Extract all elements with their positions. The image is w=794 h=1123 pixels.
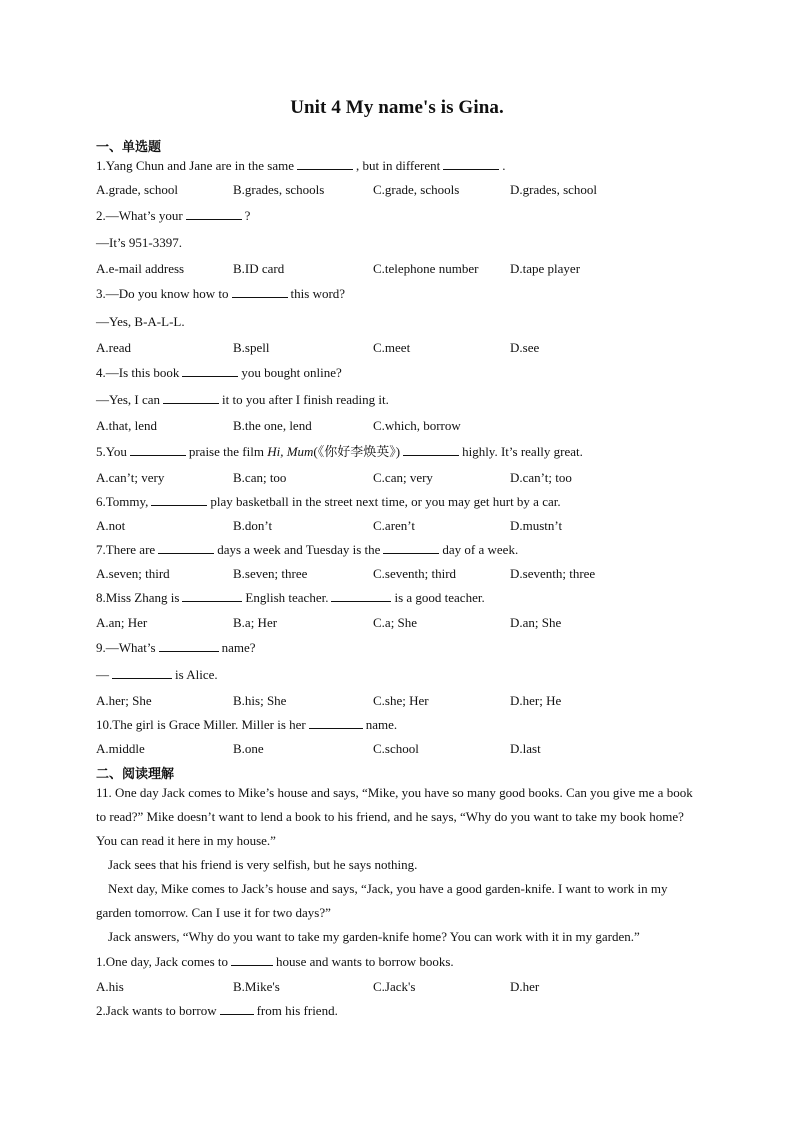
q5-option-a: A.can’t; very — [96, 470, 165, 485]
q6-text-a: 6.Tommy, — [96, 494, 149, 509]
answer-blank — [231, 954, 273, 966]
page-title: Unit 4 My name's is Gina. — [290, 97, 504, 118]
question-10 — [96, 717, 397, 733]
q7-text-a: 7.There are — [96, 542, 156, 557]
answer-blank — [151, 494, 207, 506]
q3-option-d: D.see — [510, 340, 540, 355]
film-title-chinese: (《你好李焕英》) — [313, 444, 401, 459]
q2-option-a: A.e-mail address — [96, 261, 185, 276]
q2-option-b: B.ID card — [233, 261, 285, 276]
q6-option-d: D.mustn’t — [510, 518, 563, 533]
q3-option-c: C.meet — [373, 340, 411, 355]
q7-option-a: A.seven; third — [96, 566, 170, 581]
answer-blank — [331, 590, 391, 602]
q1-text-a: 1.Yang Chun and Jane are in the same — [96, 158, 294, 173]
question-9 — [96, 640, 256, 656]
question-6 — [96, 494, 561, 510]
answer-blank — [443, 158, 499, 170]
q7-text-c: day of a week. — [442, 542, 519, 557]
q9-answer — [96, 667, 218, 683]
r1-text-a: 1.One day, Jack comes to — [96, 954, 229, 969]
q4-option-b: B.the one, lend — [233, 418, 312, 433]
question-7 — [96, 542, 518, 558]
answer-blank — [182, 590, 242, 602]
section-heading-reading: 二、阅读理解 — [96, 766, 175, 781]
film-title: Hi, Mum — [267, 444, 314, 459]
q1-option-c: C.grade, schools — [373, 182, 460, 197]
q9-text-b: name? — [221, 640, 256, 655]
passage-paragraph-3: Next day, Mike comes to Jack’s house and says, “Jack, you have a good garden-knife. I want to work in my garden tomorrow. Can I use it for two days?” — [96, 881, 668, 920]
answer-blank — [186, 208, 242, 220]
q5-text-c: highly. It’s really great. — [462, 444, 583, 459]
q2-option-c: C.telephone number — [373, 261, 479, 276]
r1-option-d: D.her — [510, 979, 540, 994]
q4-answer-b: it to you after I finish reading it. — [222, 392, 389, 407]
q8-text-b: English teacher. — [245, 590, 329, 605]
q9-text-a: 9.—What’s — [96, 640, 156, 655]
q8-text-c: is a good teacher. — [394, 590, 485, 605]
q9-option-d: D.her; He — [510, 693, 562, 708]
q10-option-c: C.school — [373, 741, 419, 756]
q8-option-c: C.a; She — [373, 615, 418, 630]
question-5 — [96, 444, 583, 460]
q4-text-b: you bought online? — [241, 365, 342, 380]
q5-text-b: praise the film — [188, 444, 264, 459]
answer-blank — [297, 158, 353, 170]
question-3 — [96, 286, 345, 302]
q10-option-b: B.one — [233, 741, 264, 756]
r1-option-c: C.Jack's — [373, 979, 416, 994]
q9-option-b: B.his; She — [233, 693, 287, 708]
passage-paragraph-1: 11. One day Jack comes to Mike’s house and says, “Mike, you have so many good books. Can you give me a book to read?” Mike doesn’t want to lend a book to his friend, and he says, “Why do you want to take my book home? You can read it here in my house.” — [96, 785, 693, 848]
q5-option-b: B.can; too — [233, 470, 287, 485]
q1-option-d: D.grades, school — [510, 182, 598, 197]
answer-blank — [130, 444, 186, 456]
q6-option-b: B.don’t — [233, 518, 273, 533]
r2-text-a: 2.Jack wants to borrow — [96, 1003, 217, 1018]
q6-option-a: A.not — [96, 518, 126, 533]
q2-answer: —It’s 951-3397. — [96, 235, 182, 250]
q7-option-d: D.seventh; three — [510, 566, 596, 581]
r1-text-b: house and wants to borrow books. — [276, 954, 454, 969]
q2-text-b: ? — [244, 208, 251, 223]
r2-text-b: from his friend. — [256, 1003, 338, 1018]
answer-blank — [220, 1003, 254, 1015]
q6-text-b: play basketball in the street next time, or you may get hurt by a car. — [210, 494, 561, 509]
answer-blank — [383, 542, 439, 554]
question-8 — [96, 590, 485, 606]
q1-option-b: B.grades, schools — [233, 182, 325, 197]
passage-paragraph-2: Jack sees that his friend is very selfish, but he says nothing. — [108, 857, 418, 872]
answer-blank — [158, 542, 214, 554]
q7-text-b: days a week and Tuesday is the — [217, 542, 381, 557]
q10-option-d: D.last — [510, 741, 541, 756]
r1-option-a: A.his — [96, 979, 124, 994]
q4-option-a: A.that, lend — [96, 418, 158, 433]
q7-option-b: B.seven; three — [233, 566, 308, 581]
q3-answer: —Yes, B-A-L-L. — [96, 314, 185, 329]
answer-blank — [309, 717, 363, 729]
q9-answer-b: is Alice. — [175, 667, 218, 682]
answer-blank — [159, 640, 219, 652]
passage-paragraph-4: Jack answers, “Why do you want to take my garden-knife home? You can work with it in my garden.” — [108, 929, 640, 944]
q3-text-b: this word? — [290, 286, 346, 301]
question-2 — [96, 208, 250, 224]
reading-question-2 — [96, 1003, 338, 1019]
q5-option-d: D.can’t; too — [510, 470, 572, 485]
q4-answer — [96, 392, 389, 408]
answer-blank — [182, 365, 238, 377]
question-4 — [96, 365, 342, 381]
q9-option-a: A.her; She — [96, 693, 152, 708]
question-1 — [96, 158, 505, 174]
q9-answer-a: — — [96, 667, 109, 682]
q10-option-a: A.middle — [96, 741, 145, 756]
q10-text-b: name. — [365, 717, 398, 732]
q8-option-a: A.an; Her — [96, 615, 148, 630]
answer-blank — [403, 444, 459, 456]
r1-option-b: B.Mike's — [233, 979, 280, 994]
answer-blank — [112, 667, 172, 679]
section-heading-single-choice: 一、单选题 — [96, 139, 162, 154]
answer-blank — [163, 392, 219, 404]
q1-text-b: , but in different — [355, 158, 441, 173]
q7-option-c: C.seventh; third — [373, 566, 457, 581]
q6-option-c: C.aren’t — [373, 518, 415, 533]
q3-text-a: 3.—Do you know how to — [96, 286, 229, 301]
q8-option-b: B.a; Her — [233, 615, 278, 630]
q8-text-a: 8.Miss Zhang is — [96, 590, 180, 605]
answer-blank — [232, 286, 288, 298]
q4-text-a: 4.—Is this book — [96, 365, 180, 380]
q5-option-c: C.can; very — [373, 470, 433, 485]
reading-passage — [96, 781, 706, 949]
q4-answer-a: —Yes, I can — [96, 392, 161, 407]
reading-question-1 — [96, 954, 454, 970]
q10-text-a: 10.The girl is Grace Miller. Miller is her — [96, 717, 306, 732]
q5-text-a: 5.You — [96, 444, 127, 459]
q2-option-d: D.tape player — [510, 261, 581, 276]
q1-text-c: . — [502, 158, 506, 173]
q9-option-c: C.she; Her — [373, 693, 429, 708]
q3-option-a: A.read — [96, 340, 132, 355]
q3-option-b: B.spell — [233, 340, 270, 355]
q2-text-a: 2.—What’s your — [96, 208, 183, 223]
q8-option-d: D.an; She — [510, 615, 562, 630]
q4-option-c: C.which, borrow — [373, 418, 461, 433]
q1-option-a: A.grade, school — [96, 182, 178, 197]
